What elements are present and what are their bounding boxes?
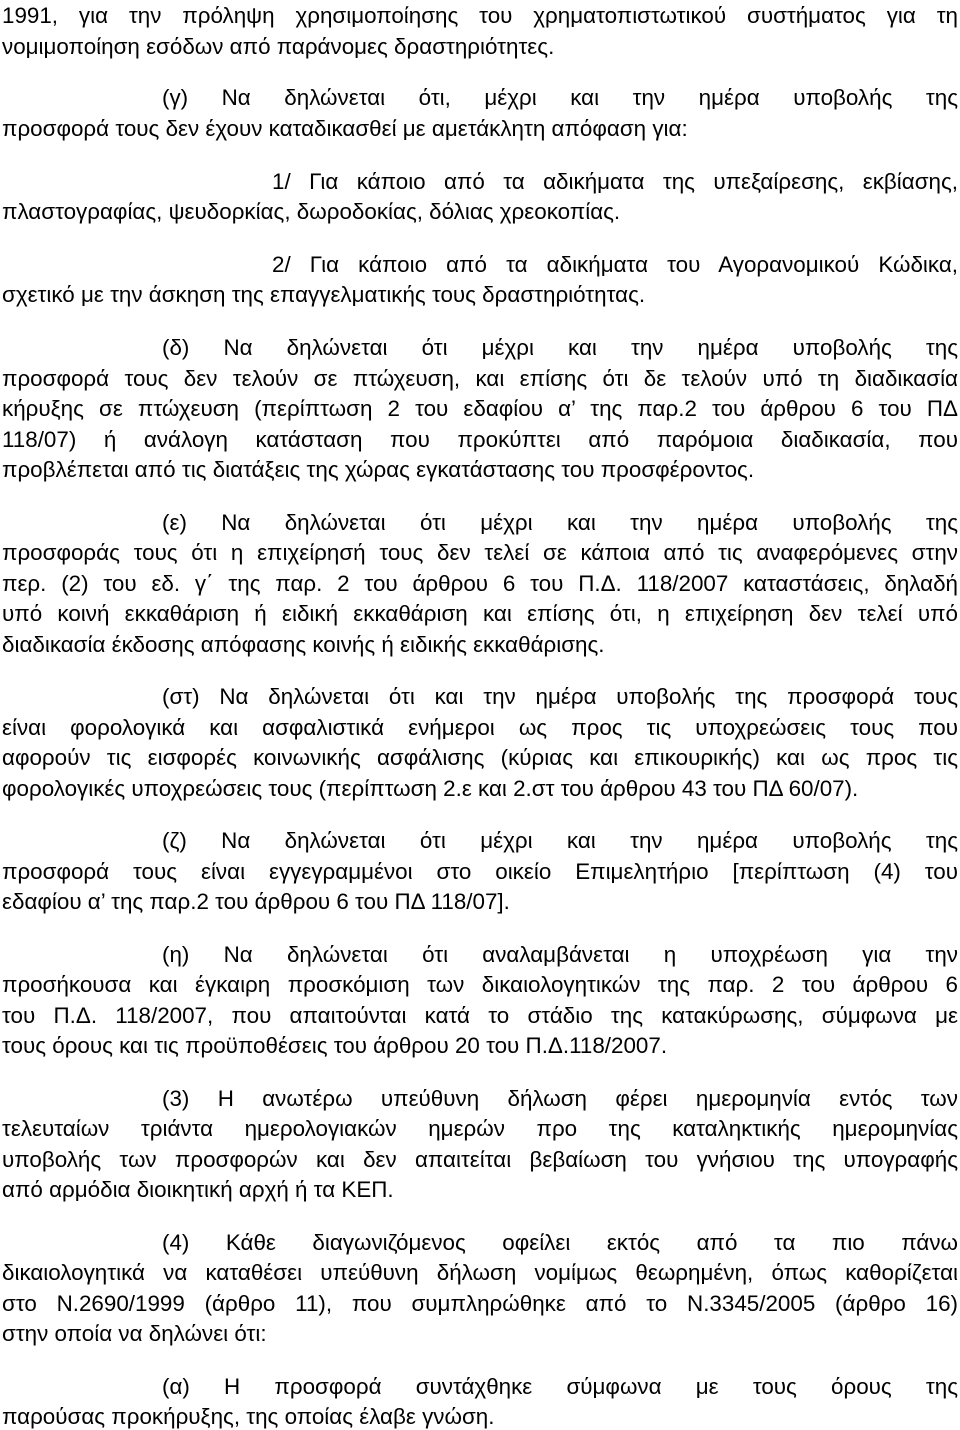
paragraph-gamma-heading-line: (γ) Να δηλώνεται ότι, μέχρι και την ημέρα υποβολής της: [162, 85, 958, 110]
text-line: από αρμόδια διοικητική αρχή ή τα ΚΕΠ.: [2, 1177, 394, 1202]
text-line: προσφορά τους δεν τελούν σε πτώχευση, και επίσης ότι δε τελούν υπό τη διαδικασία: [2, 366, 958, 391]
text-line: προσφοράς τους ότι η επιχείρησή τους δεν τελεί σε κάποια από τις αναφερόμενες στην: [2, 540, 958, 565]
text-line: υποβολής των προσφορών και δεν απαιτείται βεβαίωση του γνήσιου της υπογραφής: [2, 1147, 958, 1172]
text-line: υπό κοινή εκκαθάριση ή ειδική εκκαθάριση και επίσης ότι, η επιχείρηση δεν τελεί υπό: [2, 601, 958, 626]
text-line: στο Ν.2690/1999 (άρθρο 11), που συμπληρώθηκε από το Ν.3345/2005 (άρθρο 16): [2, 1291, 958, 1316]
text-line: νομιμοποίηση εσόδων από παράνομες δραστηριότητες.: [2, 34, 555, 59]
text-line: τελευταίων τριάντα ημερολογιακών ημερών προ της καταληκτικής ημερομηνίας: [2, 1116, 958, 1141]
paragraph-delta-heading-line: (δ) Να δηλώνεται ότι μέχρι και την ημέρα υποβολής της: [162, 335, 958, 360]
text-line: φορολογικές υποχρεώσεις τους (περίπτωση 2.ε και 2.στ του άρθρου 43 του ΠΔ 60/07).: [2, 776, 859, 801]
text-line: είναι φορολογικά και ασφαλιστικά ενήμεροι ως προς τις υποχρεώσεις τους που: [2, 715, 958, 740]
text-line: προσφορά τους είναι εγγεγραμμένοι στο οικείο Επιμελητήριο [περίπτωση (4) του: [2, 859, 958, 884]
text-line: περ. (2) του εδ. γ΄ της παρ. 2 του άρθρου 6 του Π.Δ. 118/2007 καταστάσεις, δηλαδή: [2, 571, 958, 596]
text-line: προβλέπεται από τις διατάξεις της χώρας εγκατάστασης του προσφέροντος.: [2, 457, 755, 482]
text-line: διαδικασία έκδοσης απόφασης κοινής ή ειδικής εκκαθάρισης.: [2, 632, 605, 657]
text-line: τους όρους και τις προϋποθέσεις του άρθρου 20 του Π.Δ.118/2007.: [2, 1033, 668, 1058]
text-line: στην οποία να δηλώνει ότι:: [2, 1321, 267, 1346]
text-line: παρούσας προκήρυξης, της οποίας έλαβε γνώση.: [2, 1404, 495, 1429]
paragraph-epsilon-heading-line: (ε) Να δηλώνεται ότι μέχρι και την ημέρα υποβολής της: [162, 510, 958, 535]
text-line: δικαιολογητικά να καταθέσει υπεύθυνη δήλωση νομίμως θεωρημένη, όπως καθορίζεται: [2, 1260, 958, 1285]
text-line: εδαφίου α’ της παρ.2 του άρθρου 6 του ΠΔ 118/07].: [2, 889, 510, 914]
paragraph-4-heading-line: (4) Κάθε διαγωνιζόμενος οφείλει εκτός από τα πιο πάνω: [162, 1230, 958, 1255]
text-line: αφορούν τις εισφορές κοινωνικής ασφάλισης (κύριας και επικουρικής) και ως προς τις: [2, 745, 958, 770]
text-line: προσφορά τους δεν έχουν καταδικασθεί με αμετάκλητη απόφαση για:: [2, 116, 688, 141]
paragraph-alpha-heading-line: (α) Η προσφορά συντάχθηκε σύμφωνα με τους όρους της: [162, 1374, 958, 1399]
text-line: κήρυξης σε πτώχευση (περίπτωση 2 του εδαφίου α’ της παρ.2 του άρθρου 6 του ΠΔ: [2, 396, 958, 421]
text-line: 118/07) ή ανάλογη κατάσταση που προκύπτει από παρόμοια διαδικασία, που: [2, 427, 958, 452]
subitem-2-heading-line: 2/ Για κάποιο από τα αδικήματα του Αγορανομικού Κώδικα,: [272, 252, 958, 277]
text-line: πλαστογραφίας, ψευδορκίας, δωροδοκίας, δόλιας χρεοκοπίας.: [2, 199, 621, 224]
text-line: προσήκουσα και έγκαιρη προσκόμιση των δικαιολογητικών της παρ. 2 του άρθρου 6: [2, 972, 958, 997]
paragraph-zeta-heading-line: (ζ) Να δηλώνεται ότι μέχρι και την ημέρα υποβολής της: [162, 828, 958, 853]
subitem-1-heading-line: 1/ Για κάποιο από τα αδικήματα της υπεξαίρεσης, εκβίασης,: [272, 169, 958, 194]
text-line: 1991, για την πρόληψη χρησιμοποίησης του χρηματοπιστωτικού συστήματος για τη: [2, 3, 958, 28]
paragraph-st-heading-line: (στ) Να δηλώνεται ότι και την ημέρα υποβολής της προσφορά τους: [162, 684, 958, 709]
paragraph-eta-heading-line: (η) Να δηλώνεται ότι αναλαμβάνεται η υποχρέωση για την: [162, 942, 958, 967]
paragraph-3-heading-line: (3) Η ανωτέρω υπεύθυνη δήλωση φέρει ημερομηνία εντός των: [162, 1086, 958, 1111]
text-line: του Π.Δ. 118/2007, που απαιτούνται κατά το στάδιο της κατακύρωσης, σύμφωνα με: [2, 1003, 958, 1028]
text-line: σχετικό με την άσκηση της επαγγελματικής τους δραστηριότητας.: [2, 282, 646, 307]
